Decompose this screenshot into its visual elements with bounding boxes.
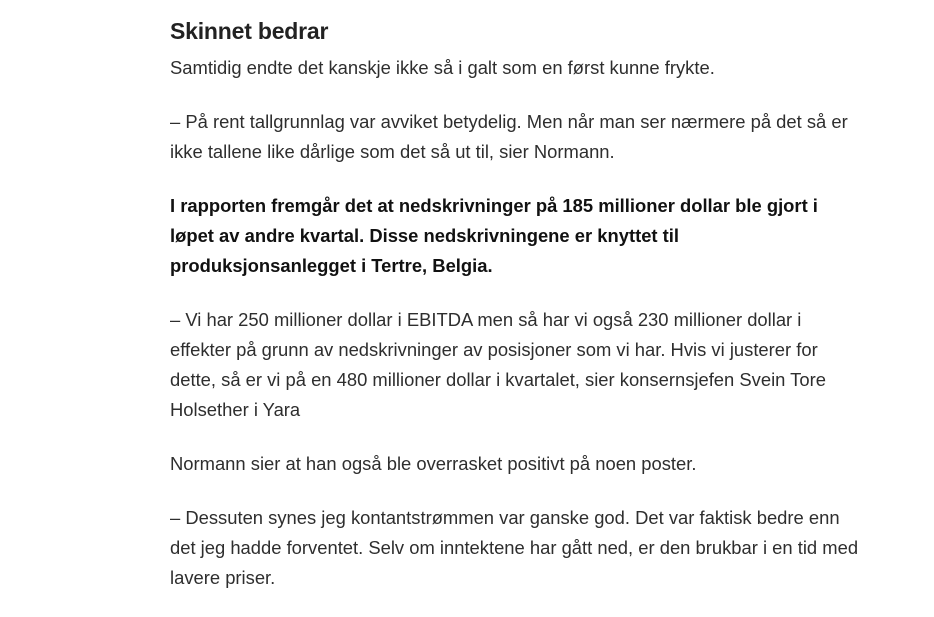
bold-paragraph: I rapporten fremgår det at nedskrivninger på 185 millioner dollar ble gjort i løpet av andre kvartal. Disse nedskrivningene er knyttet til produksjonsanlegget i Tertre, Belgia. [170,195,818,276]
quote-paragraph: – Vi har 250 millioner dollar i EBITDA men så har vi også 230 millioner dollar i effekter på grunn av nedskrivninger av posisjoner som vi har. Hvis vi justerer for dette, så er vi på en 480 millioner dollar i kvartalet, sier konsernsjefen Svein Tore Holsether i Yara [170,309,826,420]
paragraph: Normann sier at han også ble overrasket positivt på noen poster. [170,453,697,474]
quote-paragraph: – Dessuten synes jeg kontantstrømmen var ganske god. Det var faktisk bedre enn det jeg hadde forventet. Selv om inntektene har gått ned, er den brukbar i en tid med lavere priser. [170,507,859,588]
quote-paragraph: – På rent tallgrunnlag var avviket betydelig. Men når man ser nærmere på det så er ikke tallene like dårlige som det så ut til, sier Normann. [170,111,848,162]
article-body [170,14,862,617]
paragraph: Samtidig endte det kanskje ikke så i galt som en først kunne frykte. [170,57,715,78]
section-heading: Skinnet bedrar [170,18,329,44]
